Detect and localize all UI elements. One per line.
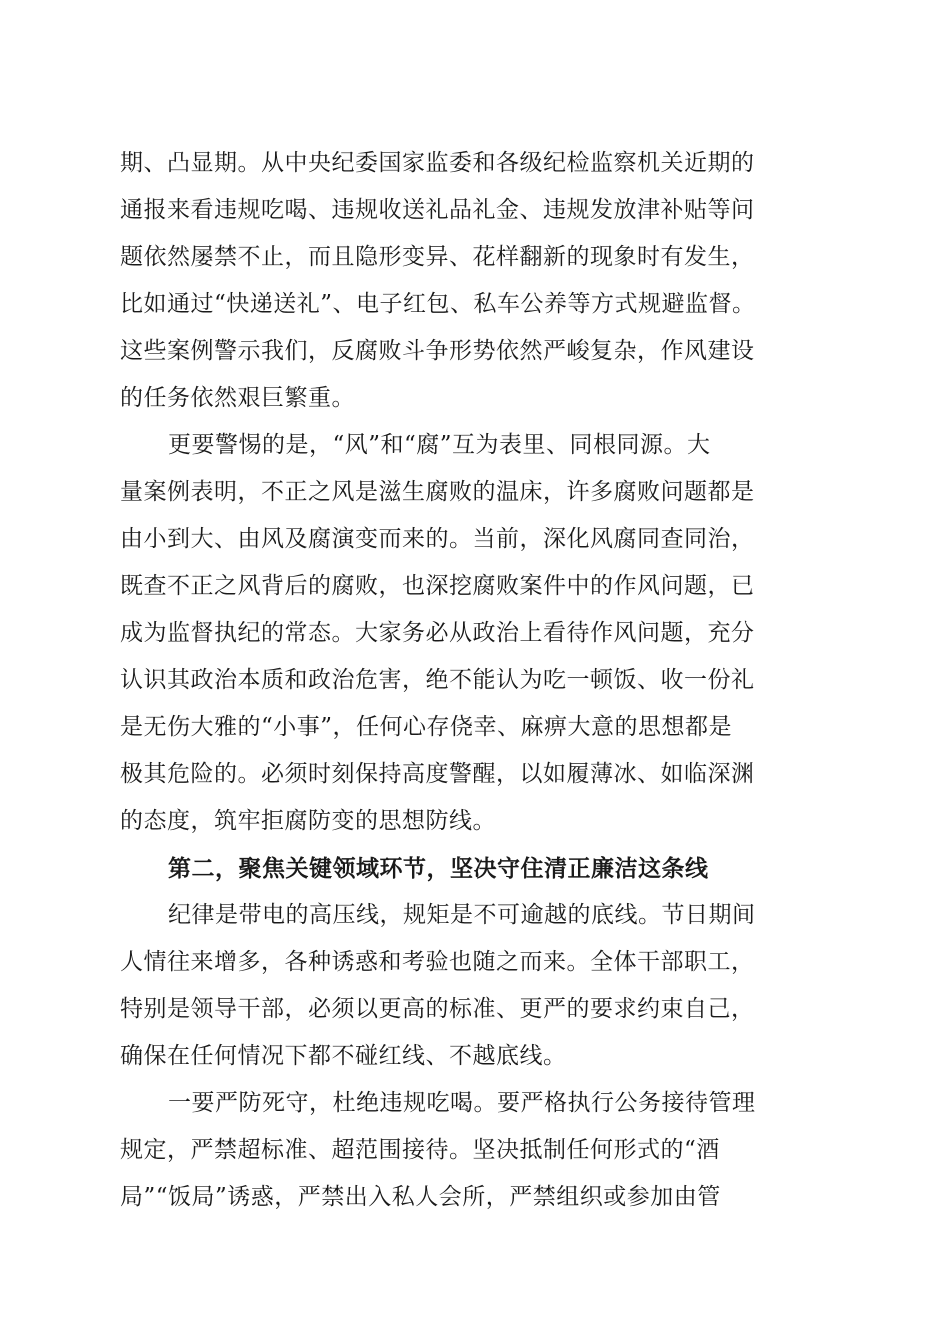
heading-line: 第二，聚焦关键领域环节，坚决守住清正廉洁这条线	[168, 855, 709, 882]
text-line: 特别是领导干部，必须以更高的标准、更严的要求约束自己，	[120, 996, 755, 1022]
paragraph-body	[120, 892, 830, 1080]
text-line: 的态度，筑牢拒腐防变的思想防线。	[120, 808, 496, 834]
text-line: 纪律是带电的高压线，规矩是不可逾越的底线。节日期间	[168, 902, 756, 928]
text-line: 人情往来增多，各种诱惑和考验也随之而来。全体干部职工，	[120, 949, 755, 975]
paragraph-continuation	[120, 140, 830, 422]
text-line: 的任务依然艰巨繁重。	[120, 385, 355, 411]
document-body	[120, 140, 830, 1221]
text-line: 认识其政治本质和政治危害，绝不能认为吃一顿饭、收一份礼	[120, 667, 755, 693]
text-line: 成为监督执纪的常态。大家务必从政治上看待作风问题，充分	[120, 620, 755, 646]
paragraph-body	[120, 1080, 830, 1221]
text-line: 规定，严禁超标准、超范围接待。坚决抵制任何形式的“酒	[120, 1137, 720, 1163]
text-line: 由小到大、由风及腐演变而来的。当前，深化风腐同查同治，	[120, 526, 755, 552]
text-line: 比如通过“快递送礼”、电子红包、私车公养等方式规避监督。	[120, 291, 756, 317]
text-line: 既查不正之风背后的腐败，也深挖腐败案件中的作风问题，已	[120, 573, 755, 599]
text-line: 局”“饭局”诱惑，严禁出入私人会所，严禁组织或参加由管	[120, 1184, 721, 1210]
paragraph-body	[120, 422, 830, 845]
text-line: 确保在任何情况下都不碰红线、不越底线。	[120, 1043, 567, 1069]
text-line: 期、凸显期。从中央纪委国家监委和各级纪检监察机关近期的	[120, 150, 755, 176]
section-heading	[120, 845, 830, 892]
text-line: 一要严防死守，杜绝违规吃喝。要严格执行公务接待管理	[168, 1090, 756, 1116]
text-line: 题依然屡禁不止，而且隐形变异、花样翻新的现象时有发生，	[120, 244, 755, 270]
text-line: 更要警惕的是，“风”和“腐”互为表里、同根同源。大	[168, 432, 711, 458]
text-line: 通报来看违规吃喝、违规收送礼品礼金、违规发放津补贴等问	[120, 197, 755, 223]
text-line: 是无伤大雅的“小事”，任何心存侥幸、麻痹大意的思想都是	[120, 714, 733, 740]
text-line: 这些案例警示我们，反腐败斗争形势依然严峻复杂，作风建设	[120, 338, 755, 364]
text-line: 极其危险的。必须时刻保持高度警醒，以如履薄冰、如临深渊	[120, 761, 755, 787]
text-line: 量案例表明，不正之风是滋生腐败的温床，许多腐败问题都是	[120, 479, 755, 505]
